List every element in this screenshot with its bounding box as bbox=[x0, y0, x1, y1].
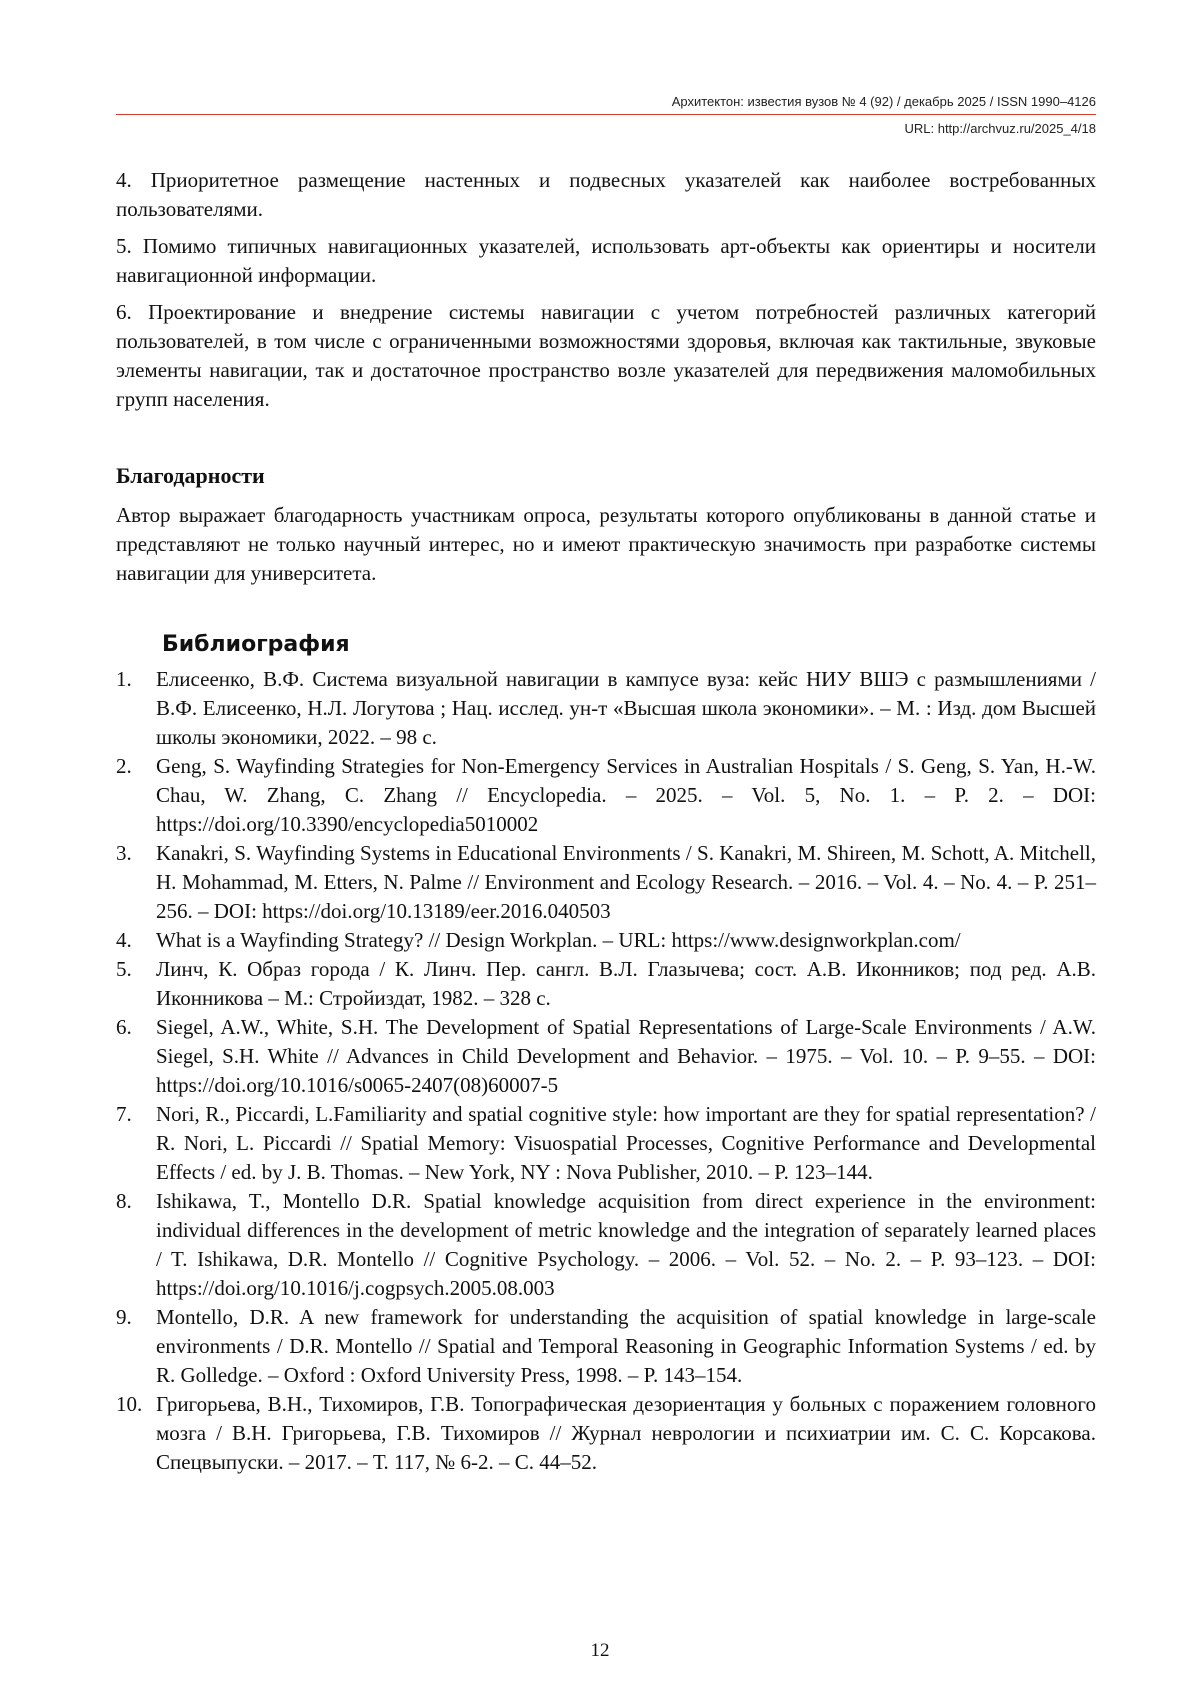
bibliography-entry bbox=[116, 955, 1096, 1013]
entry-number: 5. bbox=[116, 957, 132, 981]
bibliography-entry bbox=[116, 1390, 1096, 1477]
entry-number: 2. bbox=[116, 754, 132, 778]
entry-text: Montello, D.R. A new framework for understanding the acquisition of spatial knowledge in large-scale environments / D.R. Montello // Spatial and Temporal Reasoning in Geographic Information Systems / ed. by R. Golledge. – Oxford : Oxford University Press, 1998. – P. 143–154. bbox=[156, 1305, 1096, 1387]
running-header bbox=[116, 94, 1096, 137]
entry-text: Nori, R., Piccardi, L.Familiarity and spatial cognitive style: how important are they for spatial representation? / R. Nori, L. Piccardi // Spatial Memory: Visuospatial Processes, Cognitive Performance and Developmental Effects / ed. by J. B. Thomas. – New York, NY : Nova Publisher, 2010. – P. 123–144. bbox=[156, 1102, 1096, 1184]
acknowledgements-text: Автор выражает благодарность участникам опроса, результаты которого опубликованы в данной статье и представляют не только научный интерес, но и имеют практическую значимость при разработке системы навигации для университета. bbox=[116, 503, 1096, 585]
recommendation-6: 6. Проектирование и внедрение системы навигации с учетом потребностей различных категорий пользователей, в том числе с ограниченными возможностями здоровья, включая как тактильные, звуковые элементы навигации, так и достаточное пространство возле указателей для передвижения маломобильных групп населения. bbox=[116, 300, 1096, 411]
page-number: 12 bbox=[590, 1640, 610, 1661]
entry-text: Григорьева, В.Н., Тихомиров, Г.В. Топографическая дезориентация у больных с поражением головного мозга / В.Н. Григорьева, Г.В. Тихомиров // Журнал неврологии и психиатрии им. С. С. Корсакова. Спецвыпуски. – 2017. – Т. 117, № 6-2. – С. 44–52. bbox=[156, 1392, 1096, 1474]
header-rule bbox=[116, 114, 1096, 115]
entry-number: 8. bbox=[116, 1189, 132, 1213]
entry-text: Линч, К. Образ города / К. Линч. Пер. сангл. В.Л. Глазычева; сост. А.В. Иконников; под ред. А.В. Иконникова – М.: Стройиздат, 1982. – 328 с. bbox=[156, 957, 1096, 1010]
entry-number: 4. bbox=[116, 928, 132, 952]
acknowledgements-heading: Благодарности bbox=[116, 463, 265, 488]
entry-text: Kanakri, S. Wayfinding Systems in Educational Environments / S. Kanakri, M. Shireen, M. Schott, A. Mitchell, H. Mohammad, M. Etters, N. Palme // Environment and Ecology Research. – 2016. – Vol. 4. – No. 4. – P. 251–256. – DOI: https://doi.org/10.13189/eer.2016.040503 bbox=[156, 841, 1096, 923]
bibliography-entry bbox=[116, 1187, 1096, 1303]
entry-text: Siegel, A.W., White, S.H. The Development of Spatial Representations of Large-Scale Environments / A.W. Siegel, S.H. White // Advances in Child Development and Behavior. – 1975. – Vol. 10. – P. 9–55. – DOI: https://doi.org/10.1016/s0065-2407(08)60007-5 bbox=[156, 1015, 1096, 1097]
entry-number: 3. bbox=[116, 841, 132, 865]
entry-text: What is a Wayfinding Strategy? // Design Workplan. – URL: https://www.designworkplan.com/ bbox=[156, 928, 961, 952]
entry-text: Елисеенко, В.Ф. Система визуальной навигации в кампусе вуза: кейс НИУ ВШЭ с размышлениями / В.Ф. Елисеенко, Н.Л. Логутова ; Нац. исслед. ун-т «Высшая школа экономики». – М. : Изд. дом Высшей школы экономики, 2022. – 98 с. bbox=[156, 667, 1096, 749]
entry-number: 9. bbox=[116, 1305, 132, 1329]
entry-text: Ishikawa, T., Montello D.R. Spatial knowledge acquisition from direct experience in the environment: individual differences in the development of metric knowledge and the integration of separately learned places / T. Ishikawa, D.R. Montello // Cognitive Psychology. – 2006. – Vol. 52. – No. 2. – P. 93–123. – DOI: https://doi.org/10.1016/j.cogpsych.2005.08.003 bbox=[156, 1189, 1096, 1300]
bibliography-entry bbox=[116, 839, 1096, 926]
recommendation-5: 5. Помимо типичных навигационных указателей, использовать арт-объекты как ориентиры и носители навигационной информации. bbox=[116, 234, 1096, 287]
journal-title: Архитектон: известия вузов № 4 (92) / декабрь 2025 / ISSN 1990–4126 bbox=[671, 94, 1096, 109]
bibliography-list bbox=[116, 665, 1096, 1477]
bibliography-entry bbox=[116, 1013, 1096, 1100]
bibliography-entry bbox=[116, 665, 1096, 752]
entry-number: 10. bbox=[116, 1392, 143, 1416]
entry-number: 7. bbox=[116, 1102, 132, 1126]
entry-text: Geng, S. Wayfinding Strategies for Non-Emergency Services in Australian Hospitals / S. Geng, S. Yan, H.-W. Chau, W. Zhang, C. Zhang // Encyclopedia. – 2025. – Vol. 5, No. 1. – P. 2. – DOI: https://doi.org/10.3390/encyclopedia5010002 bbox=[156, 754, 1096, 836]
entry-number: 1. bbox=[116, 667, 132, 691]
bibliography-entry bbox=[116, 1303, 1096, 1390]
recommendation-4: 4. Приоритетное размещение настенных и подвесных указателей как наиболее востребованных пользователями. bbox=[116, 168, 1096, 221]
bibliography-entry bbox=[116, 752, 1096, 839]
bibliography-heading: Библиография bbox=[162, 632, 350, 657]
article-url: URL: http://archvuz.ru/2025_4/18 bbox=[904, 121, 1096, 136]
entry-number: 6. bbox=[116, 1015, 132, 1039]
bibliography-entry bbox=[116, 926, 1096, 955]
article-body bbox=[116, 166, 1096, 1477]
bibliography-entry bbox=[116, 1100, 1096, 1187]
